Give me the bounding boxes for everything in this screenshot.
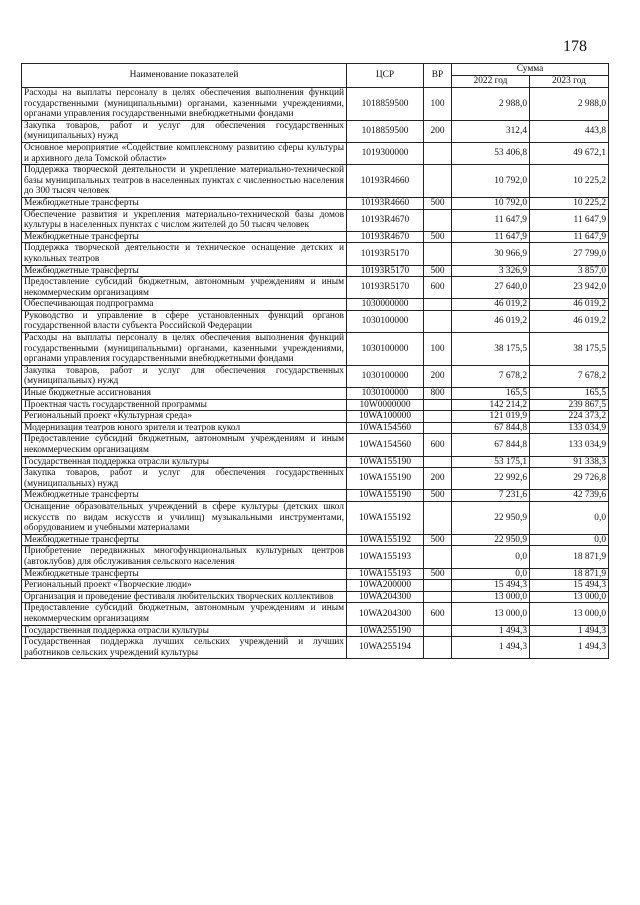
row-value-2022: 38 175,5 <box>452 333 530 366</box>
row-value-2023: 7 678,2 <box>530 365 609 387</box>
row-name: Расходы на выплаты персоналу в целях обеспечения выполнения функций государственными (муниципальными) органами, казенными учреждениями, органами управления государственными внебюджетными фондами <box>22 88 347 121</box>
row-vr: 500 <box>424 534 452 546</box>
row-name: Государственная поддержка лучших сельских учреждений и лучших работников сельских учреждений культуры <box>22 637 347 659</box>
table-row <box>22 603 609 625</box>
row-value-2023: 46 019,2 <box>530 299 609 311</box>
table-row <box>22 399 609 411</box>
table-row <box>22 265 609 277</box>
row-vr <box>424 399 452 411</box>
row-value-2023: 18 871,9 <box>530 546 609 568</box>
table-row <box>22 243 609 265</box>
table-row <box>22 468 609 490</box>
header-2023: 2023 год <box>530 76 609 88</box>
table-row <box>22 422 609 434</box>
header-2022: 2022 год <box>452 76 530 88</box>
row-value-2023: 42 739,6 <box>530 490 609 502</box>
table-row <box>22 209 609 231</box>
header-csr: ЦСР <box>347 64 424 88</box>
row-name: Предоставление субсидий бюджетным, автономным учреждениям и иным некоммерческим организациям <box>22 434 347 456</box>
row-csr: 10WA200000 <box>347 580 424 592</box>
row-value-2022: 46 019,2 <box>452 299 530 311</box>
row-csr: 10WA155193 <box>347 546 424 568</box>
row-value-2022: 22 950,9 <box>452 501 530 534</box>
row-vr <box>424 546 452 568</box>
row-value-2023: 1 494,3 <box>530 625 609 637</box>
row-value-2022: 13 000,0 <box>452 591 530 603</box>
row-vr <box>424 625 452 637</box>
row-csr: 10WA155190 <box>347 468 424 490</box>
row-value-2022: 67 844,8 <box>452 434 530 456</box>
row-value-2023: 23 942,0 <box>530 277 609 299</box>
row-name: Организация и проведение фестиваля любительских творческих коллективов <box>22 591 347 603</box>
row-vr: 200 <box>424 468 452 490</box>
row-csr: 10193R5170 <box>347 277 424 299</box>
row-value-2023: 133 034,9 <box>530 434 609 456</box>
row-value-2022: 7 231,6 <box>452 490 530 502</box>
row-value-2022: 7 678,2 <box>452 365 530 387</box>
row-name: Приобретение передвижных многофункциональных культурных центров (автоклубов) для обслуживания сельского населения <box>22 546 347 568</box>
row-vr: 200 <box>424 120 452 142</box>
table-row <box>22 490 609 502</box>
row-name: Поддержка творческой деятельности и укрепление материально-технической базы муниципальных театров в населенных пунктах с численностью населения до 300 тысяч человек <box>22 165 347 198</box>
table-row <box>22 333 609 366</box>
row-csr: 10WA154560 <box>347 434 424 456</box>
budget-table <box>21 63 609 659</box>
row-csr: 10WA155192 <box>347 534 424 546</box>
table-body <box>22 88 609 659</box>
row-value-2023: 46 019,2 <box>530 310 609 332</box>
row-value-2023: 13 000,0 <box>530 603 609 625</box>
row-csr: 10WA155193 <box>347 568 424 580</box>
row-value-2023: 224 373,2 <box>530 411 609 423</box>
row-name: Поддержка творческой деятельности и техническое оснащение детских и кукольных театров <box>22 243 347 265</box>
row-vr: 500 <box>424 197 452 209</box>
table-row <box>22 142 609 164</box>
row-value-2022: 15 494,3 <box>452 580 530 592</box>
row-csr: 10WA155190 <box>347 456 424 468</box>
table-row <box>22 88 609 121</box>
row-csr: 1030100000 <box>347 365 424 387</box>
table-row <box>22 534 609 546</box>
row-value-2022: 53 406,8 <box>452 142 530 164</box>
row-vr <box>424 299 452 311</box>
row-value-2022: 1 494,3 <box>452 637 530 659</box>
row-value-2023: 38 175,5 <box>530 333 609 366</box>
row-csr: 10W0000000 <box>347 399 424 411</box>
row-csr: 1030000000 <box>347 299 424 311</box>
row-vr <box>424 456 452 468</box>
row-csr: 10193R4660 <box>347 197 424 209</box>
row-vr <box>424 580 452 592</box>
row-value-2023: 239 867,5 <box>530 399 609 411</box>
row-value-2022: 121 019,9 <box>452 411 530 423</box>
row-csr: 10193R4670 <box>347 231 424 243</box>
row-vr <box>424 411 452 423</box>
row-name: Обеспечивающая подпрограмма <box>22 299 347 311</box>
table-row <box>22 197 609 209</box>
row-value-2022: 10 792,0 <box>452 165 530 198</box>
row-value-2022: 1 494,3 <box>452 625 530 637</box>
row-value-2023: 18 871,9 <box>530 568 609 580</box>
table-row <box>22 434 609 456</box>
row-value-2022: 0,0 <box>452 568 530 580</box>
row-name: Предоставление субсидий бюджетным, автономным учреждениям и иным некоммерческим организациям <box>22 277 347 299</box>
row-value-2023: 0,0 <box>530 534 609 546</box>
row-vr <box>424 637 452 659</box>
row-csr: 10193R5170 <box>347 243 424 265</box>
row-vr: 500 <box>424 568 452 580</box>
row-name: Руководство и управление в сфере установленных функций органов государственной власти субъекта Российской Федерации <box>22 310 347 332</box>
row-name: Закупка товаров, работ и услуг для обеспечения государственных (муниципальных) нужд <box>22 120 347 142</box>
table-row <box>22 411 609 423</box>
row-vr: 100 <box>424 88 452 121</box>
table-row <box>22 310 609 332</box>
header-name: Наименование показателей <box>22 64 347 88</box>
row-csr: 10193R4660 <box>347 165 424 198</box>
row-value-2023: 443,8 <box>530 120 609 142</box>
row-value-2022: 3 326,9 <box>452 265 530 277</box>
row-value-2023: 49 672,1 <box>530 142 609 164</box>
row-value-2022: 27 640,0 <box>452 277 530 299</box>
row-name: Государственная поддержка отрасли культуры <box>22 456 347 468</box>
row-csr: 10WA255194 <box>347 637 424 659</box>
row-value-2022: 312,4 <box>452 120 530 142</box>
row-value-2023: 11 647,9 <box>530 209 609 231</box>
table-row <box>22 591 609 603</box>
table-row <box>22 299 609 311</box>
row-name: Проектная часть государственной программы <box>22 399 347 411</box>
row-csr: 10WA155190 <box>347 490 424 502</box>
row-vr: 500 <box>424 490 452 502</box>
row-csr: 1018859500 <box>347 88 424 121</box>
row-value-2022: 2 988,0 <box>452 88 530 121</box>
row-value-2022: 67 844,8 <box>452 422 530 434</box>
row-value-2023: 27 799,0 <box>530 243 609 265</box>
row-value-2022: 142 214,2 <box>452 399 530 411</box>
row-csr: 10WA255190 <box>347 625 424 637</box>
table-row <box>22 120 609 142</box>
row-csr: 10WA204300 <box>347 603 424 625</box>
row-name: Межбюджетные трансферты <box>22 534 347 546</box>
table-row <box>22 365 609 387</box>
row-name: Государственная поддержка отрасли культуры <box>22 625 347 637</box>
table-row <box>22 231 609 243</box>
row-vr: 500 <box>424 231 452 243</box>
row-name: Межбюджетные трансферты <box>22 490 347 502</box>
row-csr: 10WA100000 <box>347 411 424 423</box>
row-vr: 500 <box>424 265 452 277</box>
row-vr <box>424 142 452 164</box>
row-value-2023: 133 034,9 <box>530 422 609 434</box>
row-vr <box>424 422 452 434</box>
row-value-2023: 3 857,0 <box>530 265 609 277</box>
row-value-2023: 10 225,2 <box>530 197 609 209</box>
table-row <box>22 580 609 592</box>
row-name: Межбюджетные трансферты <box>22 231 347 243</box>
row-name: Модернизация театров юного зрителя и театров кукол <box>22 422 347 434</box>
row-csr: 1030100000 <box>347 310 424 332</box>
row-value-2022: 11 647,9 <box>452 231 530 243</box>
row-csr: 10WA204300 <box>347 591 424 603</box>
row-csr: 10193R5170 <box>347 265 424 277</box>
table-row <box>22 388 609 400</box>
row-value-2023: 2 988,0 <box>530 88 609 121</box>
row-name: Иные бюджетные ассигнования <box>22 388 347 400</box>
row-name: Межбюджетные трансферты <box>22 197 347 209</box>
row-value-2022: 13 000,0 <box>452 603 530 625</box>
row-csr: 10WA155192 <box>347 501 424 534</box>
row-name: Основное мероприятие «Содействие комплексному развитию сферы культуры и архивного дела Томской области» <box>22 142 347 164</box>
table-row <box>22 277 609 299</box>
row-vr: 600 <box>424 434 452 456</box>
row-value-2022: 46 019,2 <box>452 310 530 332</box>
header-vr: ВР <box>424 64 452 88</box>
row-value-2023: 29 726,8 <box>530 468 609 490</box>
table-row <box>22 456 609 468</box>
row-name: Предоставление субсидий бюджетным, автономным учреждениям и иным некоммерческим организациям <box>22 603 347 625</box>
row-vr <box>424 243 452 265</box>
row-name: Закупка товаров, работ и услуг для обеспечения государственных (муниципальных) нужд <box>22 365 347 387</box>
row-value-2023: 0,0 <box>530 501 609 534</box>
table-row <box>22 546 609 568</box>
row-value-2023: 15 494,3 <box>530 580 609 592</box>
row-vr: 100 <box>424 333 452 366</box>
row-name: Закупка товаров, работ и услуг для обеспечения государственных (муниципальных) нужд <box>22 468 347 490</box>
row-name: Расходы на выплаты персоналу в целях обеспечения выполнения функций государственными (муниципальными) органами, казенными учреждениями, органами управления государственными внебюджетными фондами <box>22 333 347 366</box>
row-value-2023: 1 494,3 <box>530 637 609 659</box>
row-value-2022: 30 966,9 <box>452 243 530 265</box>
row-vr <box>424 165 452 198</box>
row-value-2023: 11 647,9 <box>530 231 609 243</box>
row-vr <box>424 501 452 534</box>
row-name: Обеспечение развития и укрепления материально-технической базы домов культуры в населенных пунктах с числом жителей до 50 тысяч человек <box>22 209 347 231</box>
row-value-2023: 10 225,2 <box>530 165 609 198</box>
row-value-2022: 53 175,1 <box>452 456 530 468</box>
row-vr <box>424 209 452 231</box>
row-name: Региональный проект «Творческие люди» <box>22 580 347 592</box>
row-csr: 10WA154560 <box>347 422 424 434</box>
row-name: Межбюджетные трансферты <box>22 265 347 277</box>
table-row <box>22 625 609 637</box>
page-number: 178 <box>563 38 587 55</box>
header-sum: Сумма <box>452 64 609 76</box>
row-vr <box>424 310 452 332</box>
row-value-2022: 0,0 <box>452 546 530 568</box>
row-vr: 600 <box>424 277 452 299</box>
table-row <box>22 637 609 659</box>
row-value-2022: 11 647,9 <box>452 209 530 231</box>
row-value-2022: 22 950,9 <box>452 534 530 546</box>
table-row <box>22 568 609 580</box>
row-value-2023: 91 338,3 <box>530 456 609 468</box>
row-csr: 1018859500 <box>347 120 424 142</box>
row-vr: 200 <box>424 365 452 387</box>
row-csr: 1030100000 <box>347 388 424 400</box>
row-name: Региональный проект «Культурная среда» <box>22 411 347 423</box>
row-value-2022: 10 792,0 <box>452 197 530 209</box>
row-csr: 1019300000 <box>347 142 424 164</box>
row-vr <box>424 591 452 603</box>
table-row <box>22 165 609 198</box>
row-vr: 800 <box>424 388 452 400</box>
row-name: Оснащение образовательных учреждений в сфере культуры (детских школ искусств по видам искусств и училищ) музыкальными инструментами, оборудованием и учебными материалами <box>22 501 347 534</box>
row-value-2023: 13 000,0 <box>530 591 609 603</box>
row-name: Межбюджетные трансферты <box>22 568 347 580</box>
row-value-2022: 165,5 <box>452 388 530 400</box>
row-vr: 600 <box>424 603 452 625</box>
row-value-2023: 165,5 <box>530 388 609 400</box>
row-csr: 10193R4670 <box>347 209 424 231</box>
row-csr: 1030100000 <box>347 333 424 366</box>
row-value-2022: 22 992,6 <box>452 468 530 490</box>
table-row <box>22 501 609 534</box>
